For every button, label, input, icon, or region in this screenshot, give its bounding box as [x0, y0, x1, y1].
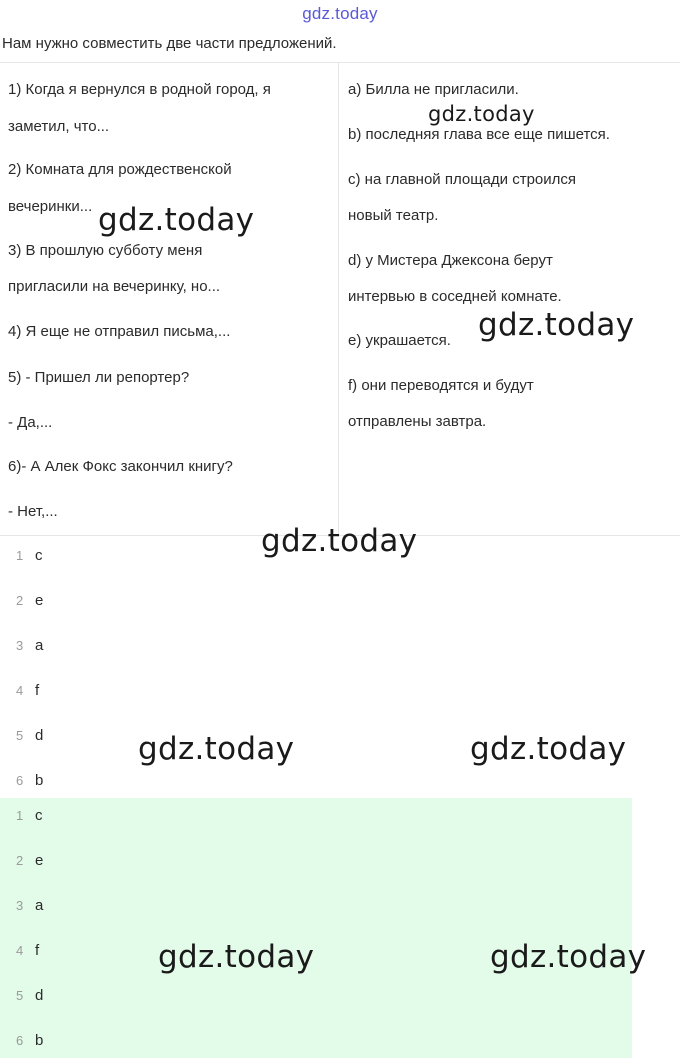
site-logo[interactable]: gdz.today	[302, 4, 378, 23]
right-line: c) на главной площади строился	[348, 171, 577, 188]
right-line: a) Билла не пригласили.	[348, 81, 519, 98]
right-column	[340, 63, 680, 535]
answer-letter: d	[35, 727, 44, 744]
watermark: gdz.today	[470, 731, 627, 767]
left-line: 3) В прошлую субботу меня	[8, 242, 203, 259]
answer-letter: c	[35, 547, 43, 564]
watermark: gdz.today	[138, 731, 295, 767]
left-line: 4) Я еще не отправил письма,...	[8, 323, 231, 340]
answer-letter: d	[35, 987, 44, 1004]
answer-number: 1	[16, 808, 24, 823]
answer-letter: b	[35, 1032, 44, 1049]
answer-number: 4	[16, 943, 24, 958]
answer-number: 6	[16, 1033, 24, 1048]
right-line: e) украшается.	[348, 332, 451, 349]
right-line: d) у Мистера Джексона берут	[348, 252, 553, 269]
answer-list-highlighted	[0, 798, 632, 1058]
answer-letter: a	[35, 897, 44, 914]
answer-number: 2	[16, 853, 24, 868]
left-line: 6)- А Алек Фокс закончил книгу?	[8, 458, 233, 475]
watermark: gdz.today	[98, 202, 255, 238]
answer-letter: a	[35, 637, 44, 654]
answer-number: 4	[16, 683, 24, 698]
task-text: Нам нужно совместить две части предложений.	[2, 35, 337, 52]
left-line: вечеринки...	[8, 198, 93, 215]
answer-number: 5	[16, 728, 24, 743]
answer-number: 1	[16, 548, 24, 563]
right-line: b) последняя глава все еще пишется.	[348, 126, 610, 143]
watermark: gdz.today	[261, 523, 418, 559]
matching-table	[0, 62, 680, 536]
left-line: 2) Комната для рождественской	[8, 161, 232, 178]
answer-number: 3	[16, 638, 24, 653]
answer-number: 5	[16, 988, 24, 1003]
right-line: интервью в соседней комнате.	[348, 288, 562, 305]
left-line: 5) - Пришел ли репортер?	[8, 369, 190, 386]
answer-number: 3	[16, 898, 24, 913]
answer-letter: e	[35, 852, 44, 869]
watermark: gdz.today	[158, 939, 315, 975]
left-column	[0, 63, 339, 535]
right-line: новый театр.	[348, 207, 439, 224]
left-line: 1) Когда я вернулся в родной город, я	[8, 81, 271, 98]
watermark: gdz.today	[478, 307, 635, 343]
watermark: gdz.today	[490, 939, 647, 975]
right-line: отправлены завтра.	[348, 413, 487, 430]
left-line: заметил, что...	[8, 118, 110, 135]
answer-letter: f	[35, 942, 40, 959]
answer-number: 2	[16, 593, 24, 608]
answer-letter: c	[35, 807, 43, 824]
left-line: - Нет,...	[8, 503, 58, 520]
left-line: пригласили на вечеринку, но...	[8, 278, 221, 295]
watermark: gdz.today	[428, 102, 535, 126]
left-line: - Да,...	[8, 414, 53, 431]
answer-letter: f	[35, 682, 40, 699]
answer-letter: e	[35, 592, 44, 609]
answer-number: 6	[16, 773, 24, 788]
right-line: f) они переводятся и будут	[348, 377, 534, 394]
answer-letter: b	[35, 772, 44, 789]
